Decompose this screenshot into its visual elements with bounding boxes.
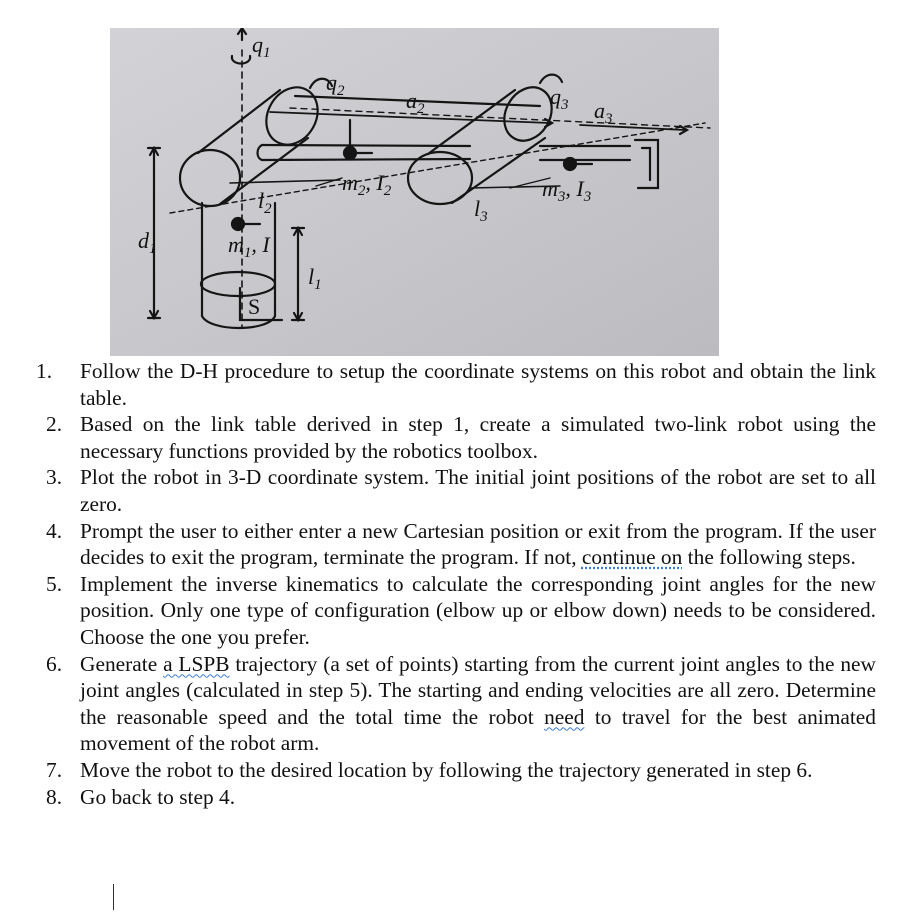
step-text: Plot the robot in 3-D coordinate system. The initial joint positions of the robot are set to all zero. — [80, 465, 876, 516]
step-number: 2. — [46, 412, 63, 437]
step-text: Based on the link table derived in step 1, create a simulated two-link robot using the necessary functions provided by the robotics toolbox. — [80, 412, 876, 463]
instruction-steps — [0, 358, 922, 810]
label-d1: $d_1$ — [138, 228, 157, 257]
step-number: 3. — [46, 465, 63, 490]
step-text-end: the following steps. — [682, 545, 856, 570]
step-number: 4. — [46, 518, 63, 543]
label-s: S — [248, 294, 261, 319]
robot-diagram-svg — [110, 28, 719, 356]
label-a2: $a_2$ — [406, 88, 425, 117]
label-l1: $l_1$ — [308, 264, 322, 293]
label-q2: $q_2$ — [326, 70, 345, 99]
label-q3: $q_3$ — [550, 84, 569, 113]
step-number: 5. — [46, 571, 63, 596]
step-text: Generate — [80, 651, 164, 676]
grammar-marked-word[interactable]: need — [544, 704, 585, 729]
step-text-mid: trajectory (a set of points) starting from the current joint angles to the new joint angles (calculated in step 5). The starting and ending velocities are all zero. Determine the reasonable speed and the total time the robot — [80, 651, 876, 729]
label-m3: $m_3$, $I_3$ — [542, 176, 592, 205]
step-number: 6. — [46, 651, 63, 676]
step-2 — [0, 411, 922, 464]
step-number: 7. — [46, 757, 63, 782]
step-3 — [0, 464, 922, 517]
step-1 — [0, 358, 922, 411]
step-7 — [0, 757, 922, 784]
step-5 — [0, 571, 922, 651]
step-8 — [0, 784, 922, 811]
text-cursor — [113, 884, 114, 910]
step-number: 1. — [36, 359, 53, 383]
grammar-marked-text[interactable]: continue on — [581, 545, 683, 570]
step-text: Move the robot to the desired location by following the trajectory generated in step 6. — [80, 757, 813, 782]
step-number: 8. — [46, 784, 63, 809]
step-text: Prompt the user to either enter a new Cartesian position or exit from the program. If the user decides to exit the program, terminate the program. If not, — [80, 518, 876, 570]
step-6 — [0, 651, 922, 757]
step-text: Follow the D-H procedure to setup the coordinate systems on this robot and obtain the link table. — [80, 359, 876, 410]
robot-diagram — [110, 28, 719, 356]
step-text-end: to travel for the best animated movement of the robot arm. — [80, 704, 876, 756]
label-l2: $l_2$ — [258, 188, 272, 217]
label-m1: $m_1$, I — [228, 232, 270, 261]
label-a3: $a_3$ — [594, 98, 613, 127]
label-q1: $q_1$ — [252, 32, 271, 61]
step-text: Go back to step 4. — [80, 784, 236, 809]
step-4 — [0, 518, 922, 571]
step-text: Implement the inverse kinematics to calculate the corresponding joint angles for the new position. Only one type of configuration (elbow up or elbow down) needs to be considered. Choose the one you prefer. — [80, 571, 876, 649]
label-m2: $m_2$, $I_2$ — [342, 170, 392, 199]
label-l3: $l_3$ — [474, 196, 488, 225]
spelling-marked-text[interactable]: a LSPB — [163, 651, 230, 676]
